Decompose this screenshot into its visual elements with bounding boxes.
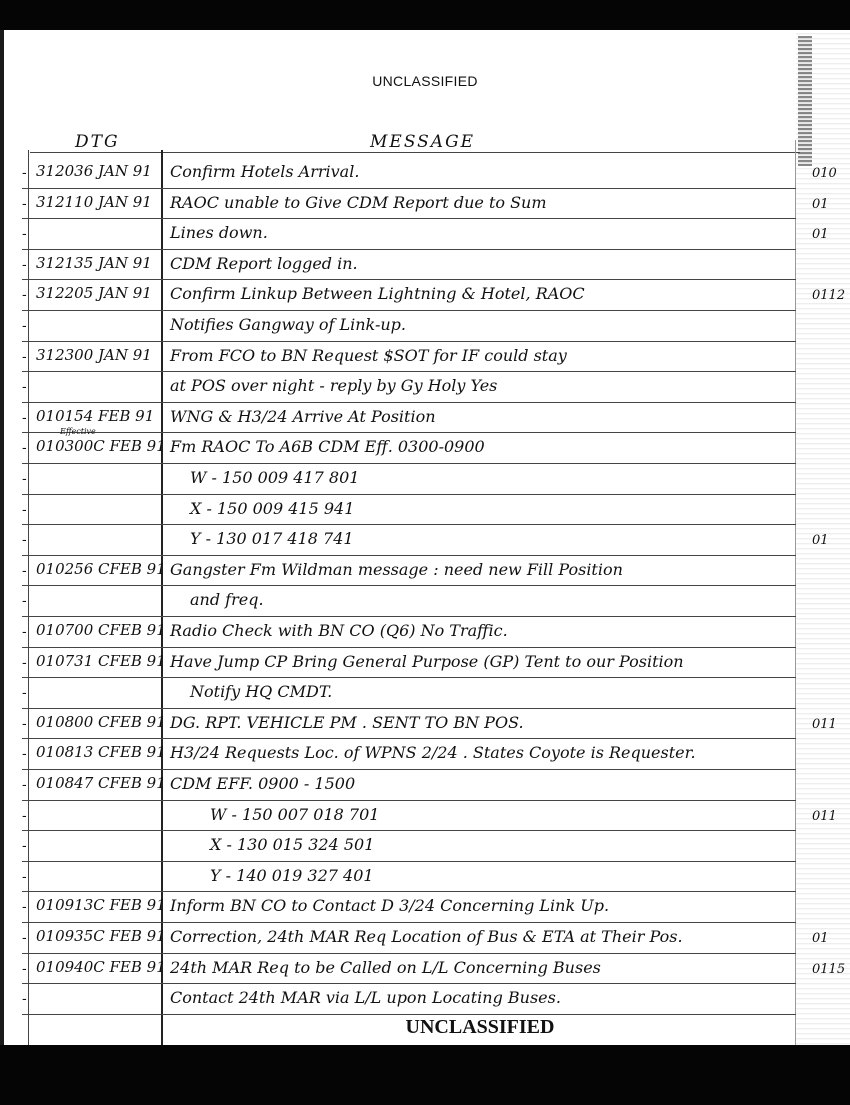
dtg-cell: 010154 FEB 91 [36,406,155,425]
dtg-cell: 010813 CFEB 91 [36,743,166,762]
log-row [22,586,796,617]
margin-note: 011 [812,808,837,824]
row-tick-mark: - [22,594,27,610]
row-tick-mark: - [22,778,27,793]
row-tick-mark: - [22,349,27,365]
margin-note: 011 [812,716,837,732]
dtg-cell: 312110 JAN 91 [36,192,152,211]
row-tick-mark: - [22,686,27,702]
margin-note: 01 [812,196,829,212]
log-row [22,372,796,403]
message-cell: W - 150 007 018 701 [210,804,380,824]
log-row [22,739,796,770]
header-rule [30,152,800,153]
message-cell: Notify HQ CMDT. [190,682,333,702]
dtg-text: 010300C FEB 91 [36,437,166,456]
row-tick-mark: - [22,992,27,1008]
message-cell: Correction, 24th MAR Req Location of Bus & ETA at Their Pos. [170,927,683,946]
margin-note: 01 [812,533,829,549]
log-row [22,495,796,526]
dtg-cell: 010940C FEB 91 [36,957,166,976]
scan-noise-artifact [798,36,812,166]
message-cell: Y - 130 017 418 741 [190,529,354,549]
log-row [22,862,796,893]
row-tick-mark: - [22,900,27,916]
dtg-cell: 010913C FEB 91 [36,896,166,915]
scan-top-border [0,0,850,30]
log-row [22,311,796,342]
row-tick-mark: - [22,319,27,334]
log-row [22,954,846,985]
row-tick-mark: - [22,716,27,732]
margin-note: 0112 [812,288,846,304]
message-cell: CDM EFF. 0900 - 1500 [170,774,356,793]
row-tick-mark: - [22,747,27,763]
row-tick-mark: - [22,869,27,885]
dtg-cell: 010731 CFEB 91 [36,651,166,670]
message-cell: Confirm Hotels Arrival. [170,162,360,181]
dtg-cell: 312036 JAN 91 [36,162,152,180]
log-row [22,250,796,281]
message-cell: Inform BN CO to Contact D 3/24 Concerning Link Up. [170,896,610,916]
scan-left-edge [0,30,18,1045]
row-tick-mark: - [22,961,27,977]
dtg-cell: 312135 JAN 91 [36,253,152,272]
log-row [22,801,837,832]
dtg-cell [36,427,176,456]
row-tick-mark: - [22,380,27,396]
message-cell: 24th MAR Req to be Called on L/L Concerning Buses [170,957,601,977]
row-tick-mark: - [22,502,27,518]
column-header-message: MESSAGE [370,132,476,152]
row-tick-mark: - [22,625,27,640]
log-row [22,831,796,862]
row-tick-mark: - [22,655,27,671]
message-cell: Confirm Linkup Between Lightning & Hotel, RAOC [170,284,585,304]
row-tick-mark: - [22,166,27,181]
dtg-cell: 010256 CFEB 91 [36,559,166,578]
log-row [22,219,829,250]
message-cell: Gangster Fm Wildman message : need new Fill Position [170,559,623,579]
message-cell: Notifies Gangway of Link-up. [170,315,406,334]
message-cell: From FCO to BN Request $SOT for IF could stay [170,345,567,365]
margin-note: 0115 [812,961,846,977]
margin-note: 01 [812,931,829,946]
row-tick-mark: - [22,931,27,946]
row-tick-mark: - [22,257,27,273]
message-cell: RAOC unable to Give CDM Report due to Sum [170,192,547,212]
log-row [22,464,796,495]
margin-note: 01 [812,227,829,243]
row-tick-mark: - [22,563,27,579]
log-row [22,984,796,1015]
message-cell: Y - 140 019 327 401 [210,865,374,885]
message-cell: Have Jump CP Bring General Purpose (GP) Tent to our Position [170,651,684,671]
message-cell: WNG & H3/24 Arrive At Position [170,406,436,426]
log-row [22,427,796,464]
row-tick-mark: - [22,808,27,824]
log-row [22,525,829,556]
message-cell: X - 130 015 324 501 [210,835,375,855]
dtg-cell: 010935C FEB 91 [36,927,166,945]
message-cell: X - 150 009 415 941 [190,498,355,518]
message-cell: DG. RPT. VEHICLE PM . SENT TO BN POS. [170,712,524,732]
message-cell: at POS over night - reply by Gy Holy Yes [170,376,498,396]
log-row [22,158,837,189]
column-header-dtg: DTG [75,132,120,152]
row-tick-mark: - [22,533,27,549]
log-row [22,709,837,740]
message-cell: CDM Report logged in. [170,253,358,273]
message-cell: Lines down. [170,223,268,243]
row-tick-mark: - [22,196,27,212]
margin-note: 010 [812,166,837,181]
message-cell: Fm RAOC To A6B CDM Eff. 0300-0900 [170,437,485,457]
log-row [22,189,829,220]
message-cell: W - 150 009 417 801 [190,468,360,487]
log-row [22,556,796,587]
log-row [22,923,829,954]
log-row [22,403,796,437]
dtg-cell: 010700 CFEB 91 [36,621,166,639]
dtg-cell: 312300 JAN 91 [36,345,152,364]
row-tick-mark: - [22,227,27,243]
dtg-effective-note: Effective [60,427,96,437]
log-row [22,678,796,709]
scan-bottom-border [0,1045,850,1105]
log-row [22,770,796,801]
message-cell: and freq. [190,590,264,610]
row-tick-mark: - [22,472,27,487]
message-cell: Radio Check with BN CO (Q6) No Traffic. [170,621,508,640]
row-tick-mark: - [22,410,27,426]
log-row [22,342,796,373]
log-row [22,617,796,648]
dtg-cell: 010800 CFEB 91 [36,712,166,731]
dtg-cell: 312205 JAN 91 [36,284,152,303]
row-tick-mark: - [22,839,27,855]
message-cell: H3/24 Requests Loc. of WPNS 2/24 . States Coyote is Requester. [170,743,696,763]
dtg-cell: 010847 CFEB 91 [36,774,166,792]
log-row [22,648,796,679]
footer-classification: UNCLASSIFIED [405,1016,555,1038]
message-cell: Contact 24th MAR via L/L upon Locating Buses. [170,988,561,1008]
row-tick-mark: - [22,441,27,457]
log-row [22,892,796,923]
row-tick-mark: - [22,288,27,304]
header-classification: UNCLASSIFIED [372,73,478,89]
log-row [22,280,846,311]
